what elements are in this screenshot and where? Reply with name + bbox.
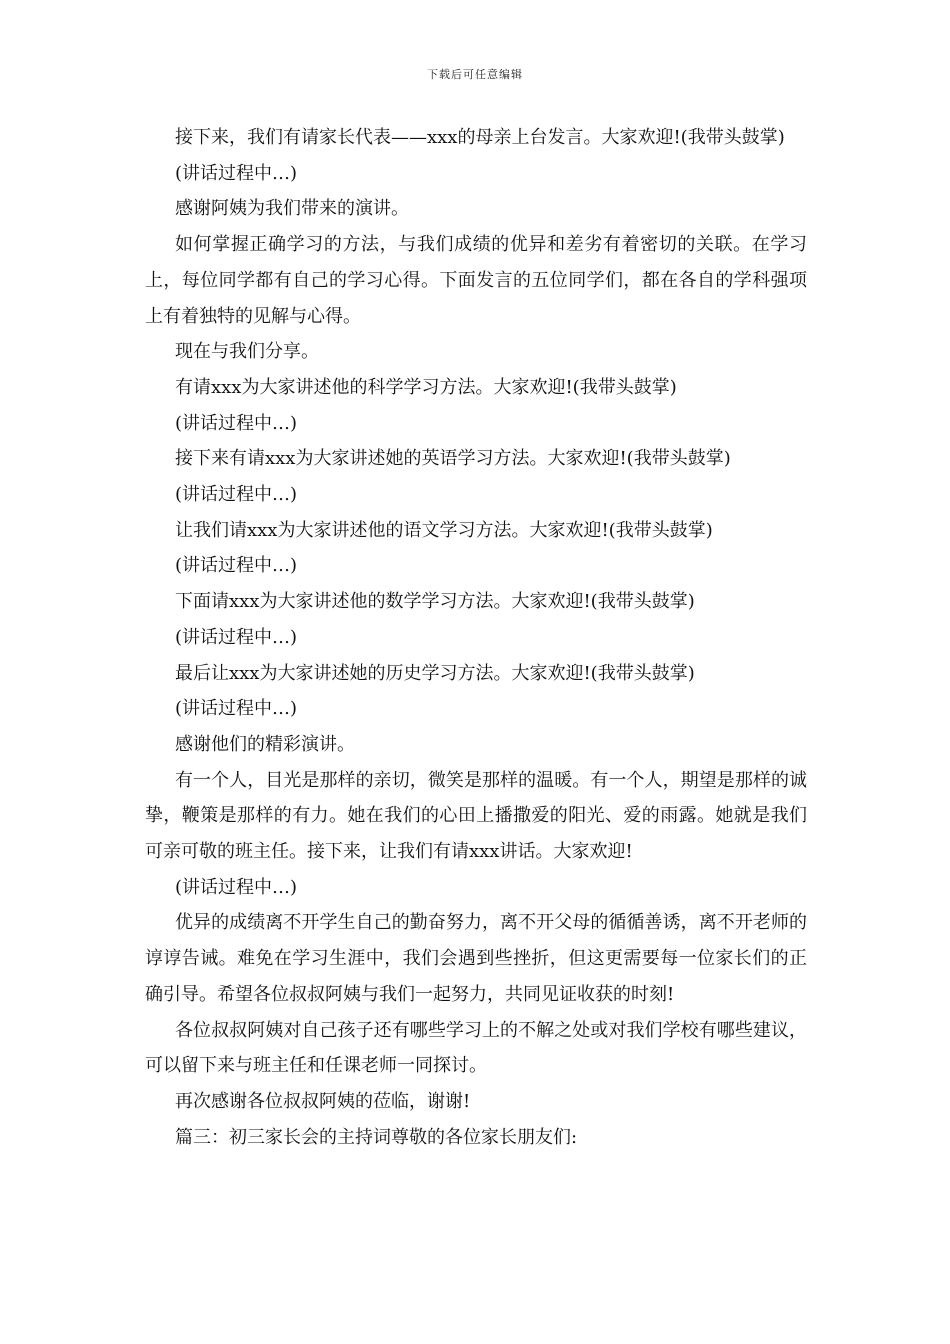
paragraph: 各位叔叔阿姨对自己孩子还有哪些学习上的不解之处或对我们学校有哪些建议，可以留下来与班主任和任课老师一同探讨。 bbox=[145, 1019, 807, 1077]
paragraph: 接下来有请xxx为大家讲述她的英语学习方法。大家欢迎!(我带头鼓掌) bbox=[175, 448, 731, 470]
paragraph: (讲话过程中…) bbox=[175, 626, 298, 648]
paragraph: 感谢他们的精彩演讲。 bbox=[175, 733, 355, 755]
paragraph: 最后让xxx为大家讲述她的历史学习方法。大家欢迎!(我带头鼓掌) bbox=[175, 662, 695, 684]
paragraph: (讲话过程中…) bbox=[175, 412, 298, 434]
paragraph: 再次感谢各位叔叔阿姨的莅临，谢谢! bbox=[175, 1090, 471, 1112]
paragraph: 让我们请xxx为大家讲述他的语文学习方法。大家欢迎!(我带头鼓掌) bbox=[175, 519, 713, 541]
document-body bbox=[145, 120, 807, 1155]
paragraph: (讲话过程中…) bbox=[175, 162, 298, 184]
paragraph: 有一个人，目光是那样的亲切，微笑是那样的温暖。有一个人，期望是那样的诚挚，鞭策是那样的有力。她在我们的心田上播撒爱的阳光、爱的雨露。她就是我们可亲可敬的班主任。接下来，让我们有请xxx讲话。大家欢迎! bbox=[145, 769, 807, 863]
paragraph: (讲话过程中…) bbox=[175, 555, 298, 577]
paragraph: 接下来，我们有请家长代表——xxx的母亲上台发言。大家欢迎!(我带头鼓掌) bbox=[175, 127, 785, 148]
paragraph: (讲话过程中…) bbox=[175, 698, 298, 720]
paragraph: 现在与我们分享。 bbox=[175, 341, 319, 363]
paragraph: 下面请xxx为大家讲述他的数学学习方法。大家欢迎!(我带头鼓掌) bbox=[175, 591, 695, 613]
paragraph: 有请xxx为大家讲述他的科学学习方法。大家欢迎!(我带头鼓掌) bbox=[175, 376, 677, 398]
page-header: 下载后可任意编辑 bbox=[427, 68, 523, 81]
paragraph: (讲话过程中…) bbox=[175, 876, 298, 898]
paragraph: (讲话过程中…) bbox=[175, 484, 298, 506]
paragraph: 如何掌握正确学习的方法，与我们成绩的优异和差劣有着密切的关联。在学习上，每位同学都有自己的学习心得。下面发言的五位同学们，都在各自的学科强项上有着独特的见解与心得。 bbox=[145, 234, 807, 327]
paragraph: 优异的成绩离不开学生自己的勤奋努力，离不开父母的循循善诱，离不开老师的谆谆告诫。难免在学习生涯中，我们会遇到些挫折，但这更需要每一位家长们的正确引导。希望各位叔叔阿姨与我们一起努力，共同见证收获的时刻! bbox=[145, 912, 807, 1005]
paragraph: 感谢阿姨为我们带来的演讲。 bbox=[175, 198, 409, 220]
paragraph: 篇三：初三家长会的主持词尊敬的各位家长朋友们: bbox=[175, 1126, 578, 1148]
